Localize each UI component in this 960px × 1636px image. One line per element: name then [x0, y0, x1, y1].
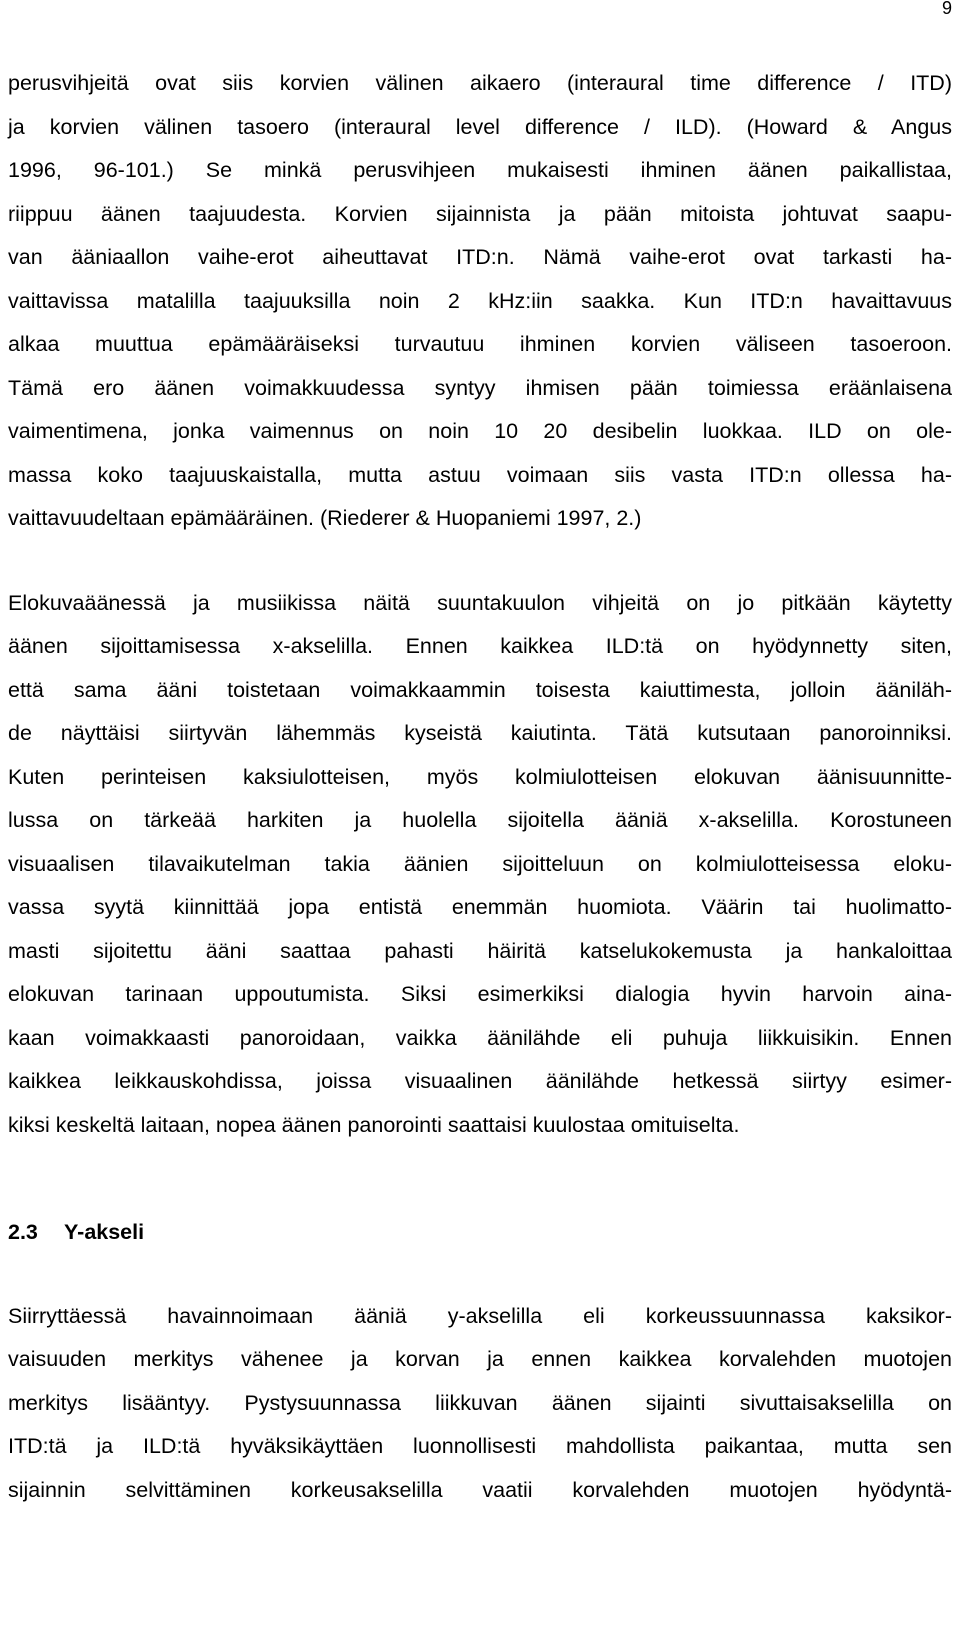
text-line: Elokuvaäänessä ja musiikissa näitä suuntakuulon vihjeitä on jo pitkään käytetty: [8, 590, 952, 615]
paragraph-y-axis: [8, 1295, 952, 1513]
text-line: vassa syytä kiinnittää jopa entistä enemmän huomiota. Väärin tai huolimatto-: [8, 895, 952, 919]
text-line: perusvihjeitä ovat siis korvien välinen aikaero (interaural time difference / ITD): [8, 71, 952, 95]
text-line: van ääniaallon vaihe-erot aiheuttavat ITD:n. Nämä vaihe-erot ovat tarkasti ha-: [8, 245, 952, 269]
text-line: 1996, 96-101.) Se minkä perusvihjeen mukaisesti ihminen äänen paikallistaa,: [8, 158, 952, 182]
text-line: kaan voimakkaasti panoroidaan, vaikka äänilähde eli puhuja liikkuisikin. Ennen: [8, 1025, 952, 1050]
section-spacer: [8, 1255, 952, 1295]
text-line: sijainnin selvittäminen korkeusakselilla vaatii korvalehden muotojen hyödyntä-: [8, 1477, 952, 1502]
text-line: vaimentimena, jonka vaimennus on noin 10 20 desibelin luokkaa. ILD on ole-: [8, 419, 952, 443]
text-line: vaittavuudeltaan epämääräinen. (Riederer & Huopaniemi 1997, 2.): [8, 506, 642, 530]
text-line: merkitys lisääntyy. Pystysuunnassa liikkuvan äänen sijainti sivuttaisakselilla on: [8, 1390, 952, 1415]
text-line: alkaa muuttua epämääräiseksi turvautuu ihminen korvien väliseen tasoeroon.: [8, 332, 952, 356]
text-line: vaittavissa matalilla taajuuksilla noin 2 kHz:iin saakka. Kun ITD:n havaittavuus: [8, 288, 952, 313]
section-spacer: [8, 1147, 952, 1211]
text-line: Siirryttäessä havainnoimaan ääniä y-akselilla eli korkeussuunnassa kaksikor-: [8, 1303, 952, 1328]
text-line: vaisuuden merkitys vähenee ja korvan ja ennen kaikkea korvalehden muotojen: [8, 1347, 952, 1371]
text-line: visuaalisen tilavaikutelman takia äänien sijoitteluun on kolmiulotteisessa eloku-: [8, 851, 952, 876]
text-line: massa koko taajuuskaistalla, mutta astuu voimaan siis vasta ITD:n ollessa ha-: [8, 462, 952, 487]
page-number: 9: [941, 0, 952, 18]
paragraph-spacer: [8, 541, 952, 582]
page-body: [8, 62, 952, 1512]
text-line: lussa on tärkeää harkiten ja huolella sijoitella ääniä x-akselilla. Korostuneen: [8, 808, 952, 832]
text-line: elokuvan tarinaan uppoutumista. Siksi esimerkiksi dialogia hyvin harvoin aina-: [8, 982, 952, 1006]
paragraph-directional-cues: [8, 62, 952, 541]
text-line: ITD:tä ja ILD:tä hyväksikäyttäen luonnollisesti mahdollista paikantaa, mutta sen: [8, 1434, 952, 1458]
paragraph-panning: [8, 582, 952, 1148]
text-line: riippuu äänen taajuudesta. Korvien sijainnista ja pään mitoista johtuvat saapu-: [8, 201, 952, 226]
text-line: ja korvien välinen tasoero (interaural level difference / ILD). (Howard & Angus: [8, 114, 952, 139]
text-line: että sama ääni toistetaan voimakkaammin toisesta kaiuttimesta, jolloin ääniläh-: [8, 677, 952, 702]
text-line: äänen sijoittamisessa x-akselilla. Ennen kaikkea ILD:tä on hyödynnetty siten,: [8, 634, 952, 658]
text-line: masti sijoitettu ääni saattaa pahasti häiritä katselukokemusta ja hankaloittaa: [8, 938, 952, 963]
section-title: Y-akseli: [64, 1220, 145, 1244]
text-line: kaikkea leikkauskohdissa, joissa visuaalinen äänilähde hetkessä siirtyy esimer-: [8, 1069, 952, 1093]
section-number: 2.3: [8, 1220, 38, 1244]
text-line: Kuten perinteisen kaksiulotteisen, myös kolmiulotteisen elokuvan äänisuunnitte-: [8, 764, 952, 789]
section-heading: [8, 1211, 952, 1255]
text-line: Tämä ero äänen voimakkuudessa syntyy ihmisen pään toimiessa eräänlaisena: [8, 375, 952, 400]
text-line: kiksi keskeltä laitaan, nopea äänen panorointi saattaisi kuulostaa omituiselta.: [8, 1112, 740, 1137]
text-line: de näyttäisi siirtyvän lähemmäs kyseistä kaiutinta. Tätä kutsutaan panoroinniksi.: [8, 721, 952, 745]
